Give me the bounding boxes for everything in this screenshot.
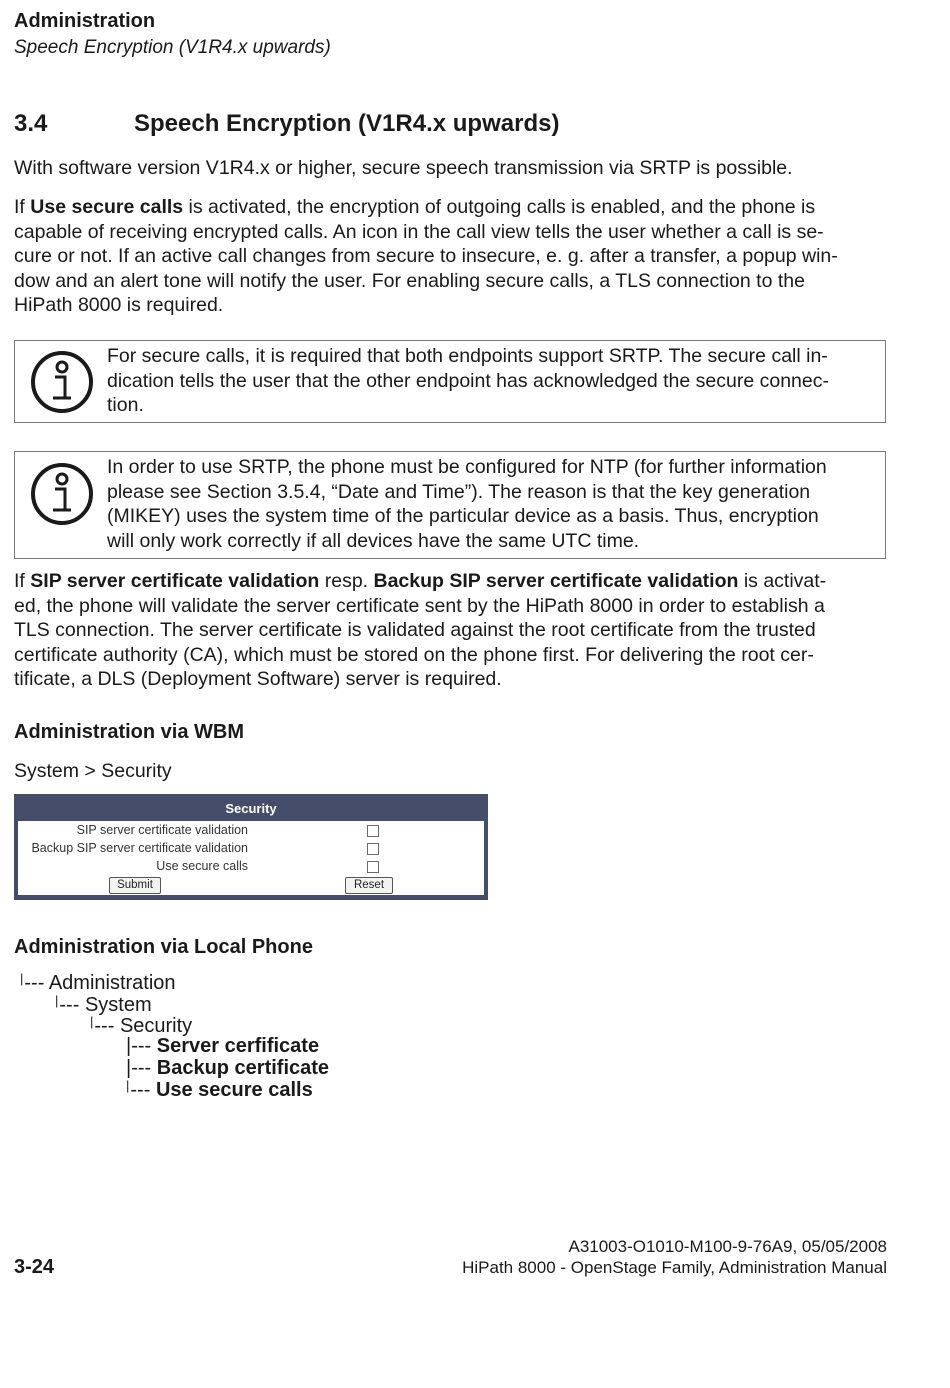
- tree-connector: ---: [94, 1015, 115, 1037]
- menu-tree-system: |--- System: [55, 993, 152, 1016]
- menu-tree-security: |--- Security: [90, 1014, 193, 1037]
- security-form-title: Security: [225, 801, 277, 816]
- note-text: [107, 344, 877, 418]
- tree-level3: Security: [119, 1015, 193, 1037]
- tree-connector: ---: [59, 994, 80, 1016]
- note-box-srtp-endpoints: [14, 340, 886, 423]
- note-text: [107, 455, 877, 553]
- secure-calls-paragraph: [14, 195, 894, 318]
- p3-prefix: If: [14, 570, 31, 592]
- local-phone-heading: Administration via Local Phone: [14, 936, 313, 958]
- p2-line3: cure or not. If an active call changes from secure to insecure, e. g. after a transfer, a popup win-: [14, 245, 838, 268]
- info-icon: [29, 461, 95, 527]
- security-form-panel: [18, 821, 484, 895]
- use-secure-calls-label: Use secure calls: [156, 859, 248, 873]
- note2-line3: (MIKEY) uses the system time of the particular device as a basis. Thus, encryption: [107, 505, 819, 528]
- note1-line1: For secure calls, it is required that both endpoints support SRTP. The secure call in-: [107, 345, 828, 367]
- reset-button[interactable]: Reset: [345, 877, 393, 894]
- tree-item-backup-certificate: Backup certificate: [156, 1057, 330, 1079]
- wbm-menu-path: System > Security: [14, 760, 172, 782]
- section-number: 3.4: [14, 110, 48, 137]
- info-icon: [29, 349, 95, 415]
- backup-sip-cert-validation-label: Backup SIP server certificate validation: [31, 841, 248, 855]
- p2-prefix: If: [14, 196, 31, 218]
- note-box-ntp: [14, 451, 886, 559]
- menu-tree-administration: |--- Administration: [20, 971, 176, 994]
- p2-line1-rest: is activated, the encryption of outgoing calls is enabled, and the phone is: [183, 196, 816, 218]
- intro-paragraph: With software version V1R4.x or higher, secure speech transmission via SRTP is possible.: [14, 157, 793, 179]
- sip-cert-validation-term: SIP server certificate validation: [30, 570, 320, 592]
- note1-line3: tion.: [107, 394, 144, 417]
- menu-tree-backup-certificate: |--- Backup certificate: [126, 1057, 330, 1079]
- sip-cert-validation-label: SIP server certificate validation: [76, 823, 248, 837]
- backup-sip-cert-validation-checkbox[interactable]: [367, 843, 379, 855]
- tree-connector: ---: [130, 1079, 151, 1101]
- note1-line2: dication tells the user that the other endpoint has acknowledged the secure connec-: [107, 369, 829, 392]
- note2-line4: will only work correctly if all devices have the same UTC time.: [107, 529, 640, 552]
- wbm-heading: Administration via WBM: [14, 721, 245, 743]
- p3-line1-rest: is activat-: [738, 570, 827, 592]
- sip-cert-validation-checkbox[interactable]: [367, 825, 379, 837]
- menu-tree-server-certificate: |--- Server cerfificate: [126, 1035, 320, 1057]
- note2-line1: In order to use SRTP, the phone must be configured for NTP (for further information: [107, 456, 827, 478]
- p3-line2: ed, the phone will validate the server certificate sent by the HiPath 8000 in order to establish a: [14, 594, 825, 617]
- menu-tree-use-secure-calls: |--- Use secure calls: [126, 1078, 313, 1101]
- tree-connector: ---: [131, 1057, 152, 1079]
- tree-level1: Administration: [48, 972, 176, 994]
- footer-manual-title: HiPath 8000 - OpenStage Family, Administration Manual: [462, 1258, 887, 1277]
- p2-line2: capable of receiving encrypted calls. An icon in the call view tells the user whether a call is se-: [14, 220, 824, 243]
- p3-mid: resp.: [319, 570, 374, 592]
- p3-line5: tificate, a DLS (Deployment Software) server is required.: [14, 668, 502, 691]
- certificate-validation-paragraph: [14, 569, 894, 692]
- use-secure-calls-term: Use secure calls: [30, 196, 184, 218]
- footer-doc-id: A31003-O1010-M100-9-76A9, 05/05/2008: [568, 1237, 887, 1256]
- p3-line3: TLS connection. The server certificate is validated against the root certificate from the trusted: [14, 619, 816, 642]
- tree-connector: ---: [131, 1035, 152, 1057]
- note2-line2: please see Section 3.5.4, “Date and Time”). The reason is that the key generation: [107, 480, 811, 503]
- tree-item-use-secure-calls: Use secure calls: [155, 1079, 313, 1101]
- running-header-subtitle: Speech Encryption (V1R4.x upwards): [14, 37, 331, 58]
- p2-line4: dow and an alert tone will notify the user. For enabling secure calls, a TLS connection to the: [14, 269, 805, 292]
- section-title: Speech Encryption (V1R4.x upwards): [134, 110, 560, 137]
- page-number: 3-24: [14, 1256, 55, 1278]
- tree-connector: ---: [24, 972, 45, 994]
- submit-button[interactable]: Submit: [109, 877, 161, 894]
- use-secure-calls-checkbox[interactable]: [367, 861, 379, 873]
- security-form-screenshot: [14, 794, 488, 900]
- running-header-title: Administration: [14, 10, 156, 32]
- p3-line4: certificate authority (CA), which must be stored on the phone first. For delivering the root cer-: [14, 643, 814, 666]
- tree-level2: System: [84, 994, 152, 1016]
- p2-line5: HiPath 8000 is required.: [14, 294, 224, 317]
- backup-sip-cert-validation-term: Backup SIP server certificate validation: [373, 570, 739, 592]
- tree-item-server-certificate: Server cerfificate: [156, 1035, 320, 1057]
